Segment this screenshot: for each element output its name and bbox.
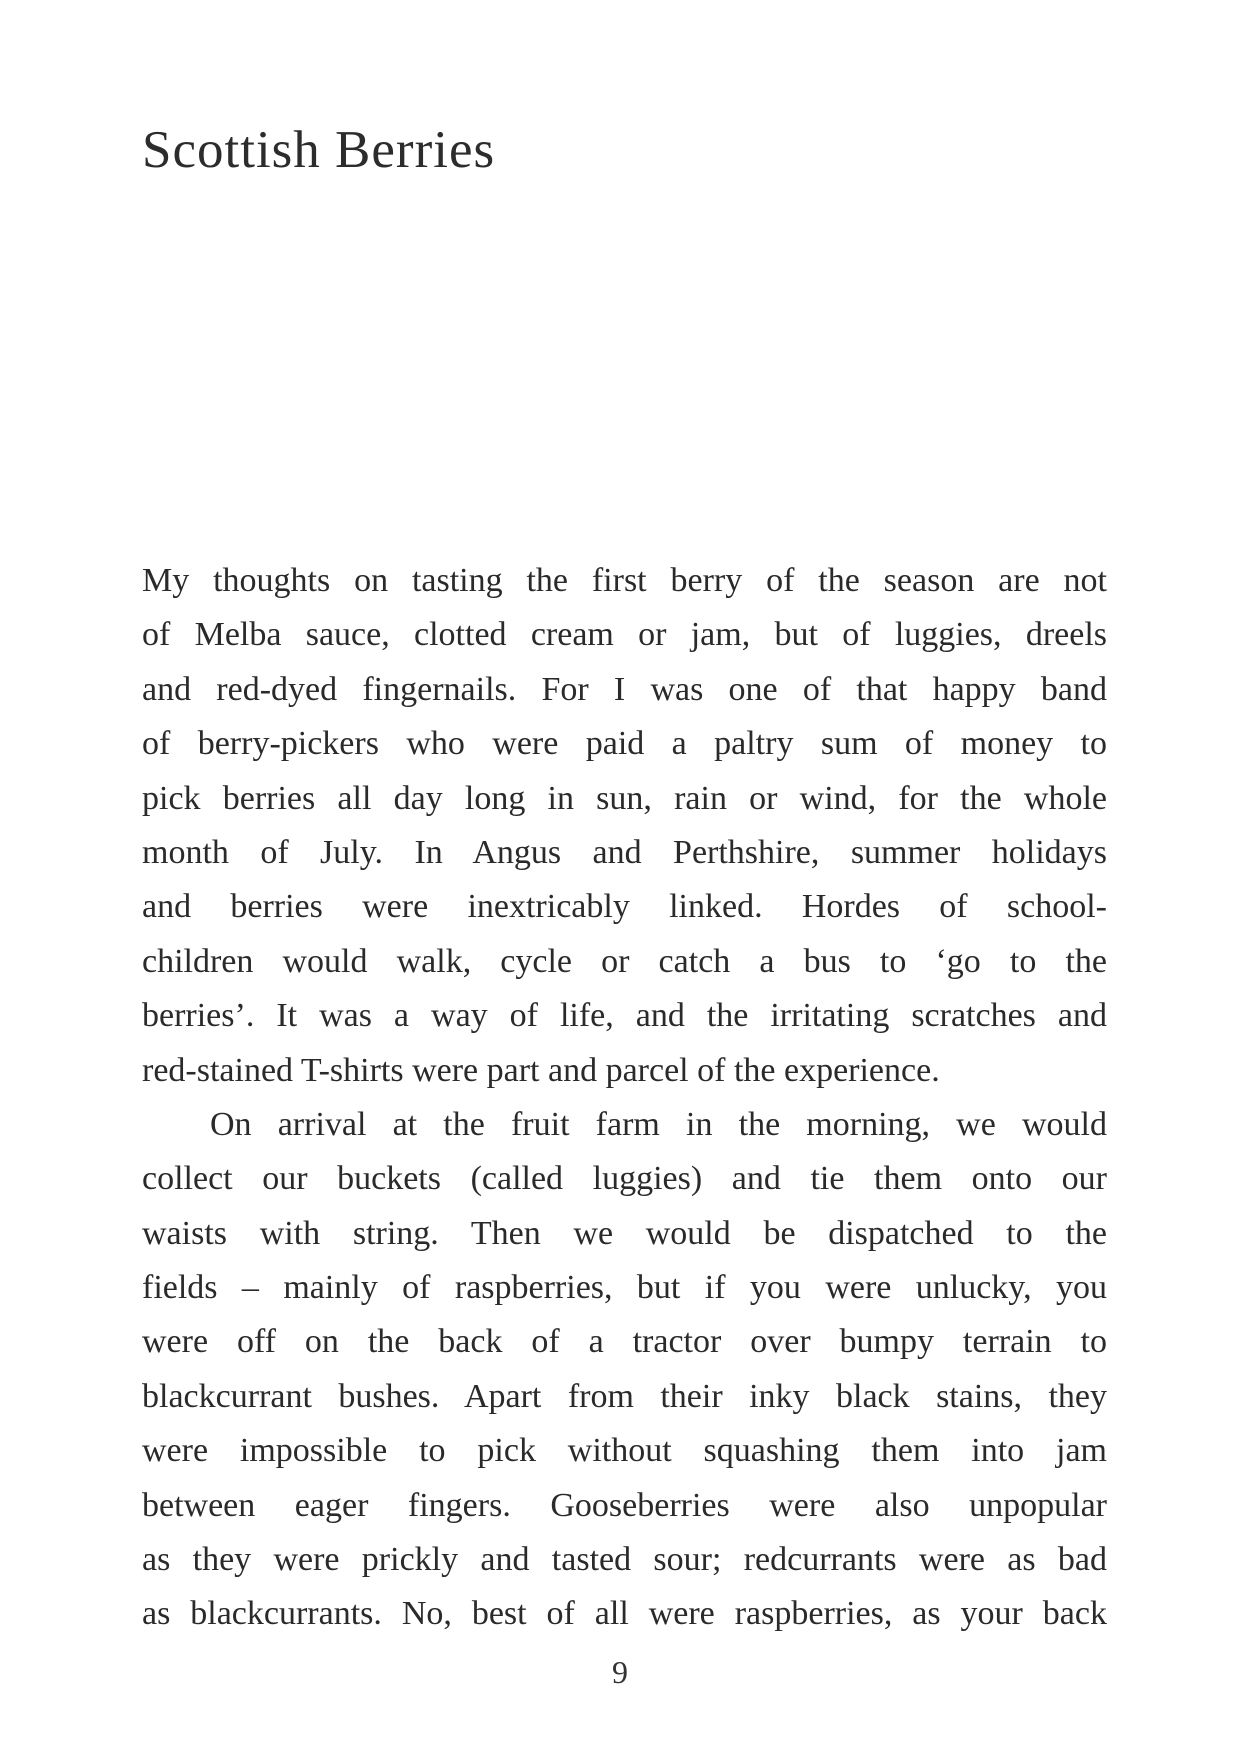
text-line: as they were prickly and tasted sour; redcurrants were as bad (142, 1541, 1107, 1579)
page-number: 9 (612, 1654, 628, 1690)
text-line: fields – mainly of raspberries, but if you were unlucky, you (142, 1269, 1107, 1307)
text-line: between eager fingers. Gooseberries were also unpopular (142, 1486, 1107, 1524)
text-line: pick berries all day long in sun, rain or wind, for the whole (142, 779, 1107, 817)
paragraph-last-line: red-stained T-shirts were part and parcel of the experience. (142, 1051, 940, 1089)
paragraph-first-line: On arrival at the fruit farm in the morning, we would (210, 1105, 1107, 1143)
text-line: of berry-pickers who were paid a paltry sum of money to (142, 725, 1107, 763)
text-line: and red-dyed fingernails. For I was one of that happy band (142, 670, 1107, 708)
text-line: of Melba sauce, clotted cream or jam, but of luggies, dreels (142, 616, 1107, 654)
text-line: as blackcurrants. No, best of all were raspberries, as your back (142, 1595, 1107, 1633)
chapter-title: Scottish Berries (142, 121, 496, 179)
text-line: collect our buckets (called luggies) and tie them onto our (142, 1160, 1107, 1198)
text-line: were off on the back of a tractor over bumpy terrain to (142, 1323, 1107, 1361)
text-line: month of July. In Angus and Perthshire, summer holidays (142, 833, 1107, 871)
text-line: children would walk, cycle or catch a bus to ‘go to the (142, 942, 1107, 980)
text-line: blackcurrant bushes. Apart from their inky black stains, they (142, 1377, 1107, 1415)
text-line: waists with string. Then we would be dispatched to the (142, 1214, 1107, 1252)
text-line: My thoughts on tasting the first berry of the season are not (142, 562, 1107, 599)
text-line: berries’. It was a way of life, and the irritating scratches and (142, 997, 1107, 1035)
text-line: were impossible to pick without squashing them into jam (142, 1432, 1107, 1470)
body-text (142, 554, 1107, 1642)
text-line: and berries were inextricably linked. Hordes of school- (142, 888, 1107, 926)
